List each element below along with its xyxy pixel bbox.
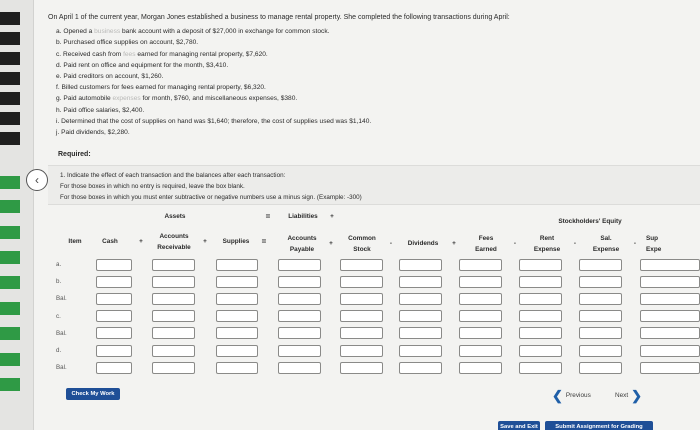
col-header-item: Item <box>68 238 82 245</box>
dividends-input[interactable] <box>399 327 442 339</box>
supplies-input[interactable] <box>216 276 258 288</box>
accounts-receivable-input[interactable] <box>152 276 195 288</box>
rail-item-active[interactable] <box>0 226 20 239</box>
salaries-expense-input[interactable] <box>579 362 622 374</box>
accounts-receivable-input[interactable] <box>152 259 195 271</box>
cash-input[interactable] <box>96 310 132 322</box>
rail-item[interactable] <box>0 132 20 145</box>
accounts-payable-input[interactable] <box>278 310 321 322</box>
accounts-receivable-input[interactable] <box>152 362 195 374</box>
accounts-receivable-input[interactable] <box>152 345 195 357</box>
fees-earned-input[interactable] <box>459 362 502 374</box>
rent-expense-input[interactable] <box>519 276 562 288</box>
chevron-left-icon: ❮ <box>552 387 563 403</box>
rail-item-active[interactable] <box>0 276 20 289</box>
accounts-payable-input[interactable] <box>278 276 321 288</box>
plus-sign: + <box>452 240 456 247</box>
submit-assignment-button[interactable]: Submit Assignment for Grading <box>545 421 653 430</box>
dividends-input[interactable] <box>399 345 442 357</box>
transaction-list <box>48 26 668 138</box>
supplies-input[interactable] <box>216 310 258 322</box>
equity-group-header: Stockholders' Equity <box>558 218 622 225</box>
previous-button[interactable]: ❮ Previous <box>552 387 591 403</box>
supplies-input[interactable] <box>216 345 258 357</box>
rail-item[interactable] <box>0 72 20 85</box>
cash-input[interactable] <box>96 276 132 288</box>
supplies-input[interactable] <box>216 327 258 339</box>
salaries-expense-input[interactable] <box>579 276 622 288</box>
fees-earned-input[interactable] <box>459 345 502 357</box>
instruction-line: 1. Indicate the effect of each transaction and the balances after each transaction: <box>60 172 286 179</box>
rail-item[interactable] <box>0 12 20 25</box>
cash-input[interactable] <box>96 327 132 339</box>
fees-earned-input[interactable] <box>459 259 502 271</box>
common-stock-input[interactable] <box>340 310 383 322</box>
fees-earned-input[interactable] <box>459 276 502 288</box>
equals-sign: = <box>261 237 267 246</box>
transaction-item: i. Determined that the cost of supplies on hand was $1,640; therefore, the cost of supplies used was $1,140. <box>56 117 372 125</box>
back-arrow-button[interactable] <box>26 169 48 191</box>
transaction-item: e. Paid creditors on account, $1,260. <box>56 73 164 81</box>
col-header-accounts-payable: Accounts Payable <box>287 235 317 253</box>
plus-sign: + <box>329 240 333 247</box>
rail-item[interactable] <box>0 52 20 65</box>
accounts-receivable-input[interactable] <box>152 293 195 305</box>
fees-earned-input[interactable] <box>459 327 502 339</box>
accounts-payable-input[interactable] <box>278 345 321 357</box>
rent-expense-input[interactable] <box>519 259 562 271</box>
common-stock-input[interactable] <box>340 276 383 288</box>
salaries-expense-input[interactable] <box>579 310 622 322</box>
accounts-payable-input[interactable] <box>278 362 321 374</box>
common-stock-input[interactable] <box>340 345 383 357</box>
salaries-expense-input[interactable] <box>579 345 622 357</box>
col-header-cash: Cash <box>102 238 118 245</box>
row-label: Bal. <box>56 364 67 371</box>
supplies-input[interactable] <box>216 259 258 271</box>
rent-expense-input[interactable] <box>519 345 562 357</box>
rail-item-active[interactable] <box>0 302 20 315</box>
row-label: a. <box>56 261 62 268</box>
problem-intro: On April 1 of the current year, Morgan Jones established a business to manage rental property. She completed the following transactions during April: <box>48 14 510 21</box>
supplies-input[interactable] <box>216 362 258 374</box>
problem-statement <box>48 12 668 138</box>
common-stock-input[interactable] <box>340 362 383 374</box>
liabilities-group-header: Liabilities <box>288 213 318 220</box>
cash-input[interactable] <box>96 362 132 374</box>
dividends-input[interactable] <box>399 362 442 374</box>
minus-sign: - <box>513 240 517 247</box>
rail-item-active[interactable] <box>0 353 20 366</box>
dividends-input[interactable] <box>399 276 442 288</box>
save-and-exit-button[interactable]: Save and Exit <box>498 421 540 430</box>
rail-item[interactable] <box>0 112 20 125</box>
chevron-right-icon: ❯ <box>631 387 643 403</box>
salaries-expense-input[interactable] <box>579 327 622 339</box>
dividends-input[interactable] <box>399 293 442 305</box>
required-heading: Required: <box>58 151 91 158</box>
common-stock-input[interactable] <box>340 327 383 339</box>
check-my-work-button[interactable]: Check My Work <box>66 388 120 400</box>
chevron-left-icon: ‹ <box>35 173 39 187</box>
col-header-salaries-expense: Sal. Expense <box>592 235 620 253</box>
plus-sign: + <box>139 238 143 245</box>
rail-item-active[interactable] <box>0 378 20 391</box>
row-label: Bal. <box>56 330 67 337</box>
fees-earned-input[interactable] <box>459 310 502 322</box>
rail-item-active[interactable] <box>0 327 20 340</box>
minus-sign: - <box>633 240 637 247</box>
plus-sign: + <box>203 238 207 245</box>
cash-input[interactable] <box>96 259 132 271</box>
minus-sign: - <box>389 240 393 247</box>
rail-item[interactable] <box>0 92 20 105</box>
transaction-item: b. Purchased office supplies on account, $2,780. <box>56 39 199 47</box>
accounts-receivable-input[interactable] <box>152 327 195 339</box>
cash-input[interactable] <box>96 345 132 357</box>
accounts-receivable-input[interactable] <box>152 310 195 322</box>
transaction-item: d. Paid rent on office and equipment for the month, $3,410. <box>56 61 229 69</box>
cash-input[interactable] <box>96 293 132 305</box>
rail-item[interactable] <box>0 32 20 45</box>
equals-sign: = <box>265 212 271 221</box>
col-header-rent-expense: Rent Expense <box>533 235 561 253</box>
supplies-input[interactable] <box>216 293 258 305</box>
salaries-expense-input[interactable] <box>579 293 622 305</box>
dividends-input[interactable] <box>399 259 442 271</box>
supplies-expense-input[interactable] <box>640 276 700 288</box>
salaries-expense-input[interactable] <box>579 259 622 271</box>
plus-sign: + <box>330 213 334 220</box>
instruction-line: For those boxes in which no entry is required, leave the box blank. <box>60 183 245 190</box>
transaction-item: f. Billed customers for fees earned for managing rental property, $6,320. <box>56 84 266 92</box>
accounts-payable-input[interactable] <box>278 293 321 305</box>
dividends-input[interactable] <box>399 310 442 322</box>
col-header-supplies-expense: Sup Expe <box>646 235 662 253</box>
instruction-line: For those boxes in which you must enter subtractive or negative numbers use a minus sign. (Example: -300) <box>60 194 362 201</box>
row-label: Bal. <box>56 295 67 302</box>
rent-expense-input[interactable] <box>519 293 562 305</box>
rail-item-active[interactable] <box>0 176 20 189</box>
supplies-expense-input[interactable] <box>640 293 700 305</box>
rail-item-active[interactable] <box>0 200 20 213</box>
fees-earned-input[interactable] <box>459 293 502 305</box>
row-label: b. <box>56 278 62 285</box>
row-label: d. <box>56 347 62 354</box>
common-stock-input[interactable] <box>340 259 383 271</box>
supplies-expense-input[interactable] <box>640 345 700 357</box>
rent-expense-input[interactable] <box>519 327 562 339</box>
col-header-fees-earned: Fees Earned <box>475 235 497 253</box>
supplies-expense-input[interactable] <box>640 310 700 322</box>
accounts-payable-input[interactable] <box>278 259 321 271</box>
rent-expense-input[interactable] <box>519 310 562 322</box>
left-navigation-rail <box>0 0 34 430</box>
col-header-dividends: Dividends <box>407 240 439 247</box>
transaction-item: h. Paid office salaries, $2,400. <box>56 106 145 114</box>
common-stock-input[interactable] <box>340 293 383 305</box>
col-header-supplies: Supplies <box>222 238 250 245</box>
row-label: c. <box>56 313 61 320</box>
transaction-item: a. Opened a business bank account with a deposit of $27,000 in exchange for common stock. <box>56 28 330 36</box>
rent-expense-input[interactable] <box>519 362 562 374</box>
assets-group-header: Assets <box>164 213 186 220</box>
supplies-expense-input[interactable] <box>640 327 700 339</box>
col-header-accounts-receivable: Accounts Receivable <box>157 233 191 251</box>
transaction-item: g. Paid automobile expenses for month, $760, and miscellaneous expenses, $380. <box>56 95 298 103</box>
supplies-expense-input[interactable] <box>640 362 700 374</box>
accounts-payable-input[interactable] <box>278 327 321 339</box>
supplies-expense-input[interactable] <box>640 259 700 271</box>
transaction-item: j. Paid dividends, $2,280. <box>56 129 130 137</box>
rail-item-active[interactable] <box>0 251 20 264</box>
col-header-common-stock: Common Stock <box>348 235 376 253</box>
next-button[interactable]: Next ❯ <box>615 387 643 403</box>
transaction-item: c. Received cash from fees earned for managing rental property, $7,620. <box>56 50 268 58</box>
minus-sign: - <box>573 240 577 247</box>
